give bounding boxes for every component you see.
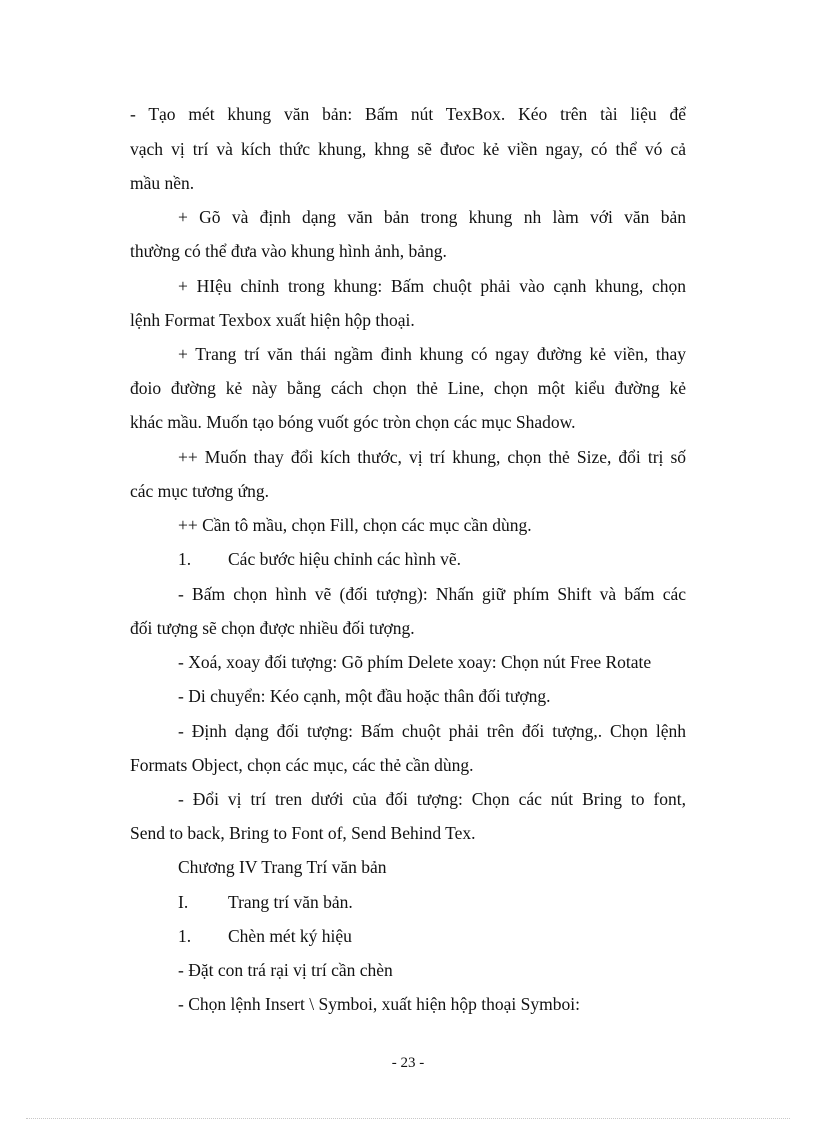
list-marker: 1. (178, 549, 192, 569)
paragraph-line: - Định dạng đối tượng: Bấm chuột phải trên đối tượng,. Chọn lệnh (178, 721, 686, 741)
paragraph-line: + Trang trí văn thái ngầm đinh khung có ngay đường kẻ viền, thay (178, 344, 686, 364)
paragraph-line: khác mầu. Muốn tạo bóng vuốt góc tròn chọn các mục Shadow. (130, 412, 576, 432)
paragraph-line: các mục tương ứng. (130, 481, 270, 501)
footer-divider (26, 1118, 790, 1119)
heading-text: Trang trí văn bản. (228, 892, 353, 912)
paragraph-line: đoio đường kẻ này bằng cách chọn thẻ Line, chọn một kiểu đường kẻ (130, 378, 686, 398)
paragraph-line: - Đổi vị trí tren dưới của đối tượng: Chọn các nút Bring to font, (178, 789, 686, 809)
paragraph-line: lệnh Format Texbox xuất hiện hộp thoại. (130, 310, 415, 330)
chapter-heading: Chương IV Trang Trí văn bản (178, 857, 387, 877)
paragraph-line: đối tượng sẽ chọn được nhiều đối tượng. (130, 618, 415, 638)
numbered-heading (178, 548, 461, 570)
paragraph-line: thường có thể đưa vào khung hình ảnh, bảng. (130, 241, 447, 261)
paragraph-line: + Gõ và định dạng văn bản trong khung nh làm với văn bản (178, 207, 686, 227)
paragraph-line: + HIệu chỉnh trong khung: Bấm chuột phải vào cạnh khung, chọn (178, 276, 686, 296)
paragraph-line: - Xoá, xoay đối tượng: Gõ phím Delete xoay: Chọn nút Free Rotate (178, 652, 652, 672)
paragraph-line: - Bấm chọn hình vẽ (đối tượng): Nhấn giữ phím Shift và bấm các (178, 584, 686, 604)
paragraph-line: vạch vị trí và kích thức khung, khng sẽ đưoc kẻ viền ngay, có thể vó cả (130, 139, 686, 159)
page-number: - 23 - (391, 1055, 425, 1071)
paragraph-line: - Chọn lệnh Insert \ Symboi, xuất hiện hộp thoại Symboi: (178, 994, 580, 1014)
paragraph-line: ++ Cần tô mầu, chọn Fill, chọn các mục cần dùng. (178, 515, 532, 535)
heading-text: Chèn mét ký hiệu (228, 926, 352, 946)
list-marker: 1. (178, 926, 192, 946)
paragraph-line: - Đặt con trá rại vị trí cần chèn (178, 960, 393, 980)
paragraph-line: mầu nền. (130, 173, 195, 193)
paragraph-line: - Di chuyển: Kéo cạnh, một đầu hoặc thân đối tượng. (178, 686, 551, 706)
numbered-heading (178, 891, 353, 913)
paragraph-line: Send to back, Bring to Font of, Send Behind Tex. (130, 823, 476, 843)
paragraph-line: Formats Object, chọn các mục, các thẻ cần dùng. (130, 755, 474, 775)
list-marker: I. (178, 892, 189, 912)
numbered-heading (178, 925, 352, 947)
paragraph-line: - Tạo mét khung văn bản: Bấm nút TexBox. Kéo trên tài liệu để (130, 104, 686, 124)
paragraph-line: ++ Muốn thay đổi kích thước, vị trí khung, chọn thẻ Size, đổi trị số (178, 447, 686, 467)
heading-text: Các bước hiệu chỉnh các hình vẽ. (228, 549, 462, 569)
